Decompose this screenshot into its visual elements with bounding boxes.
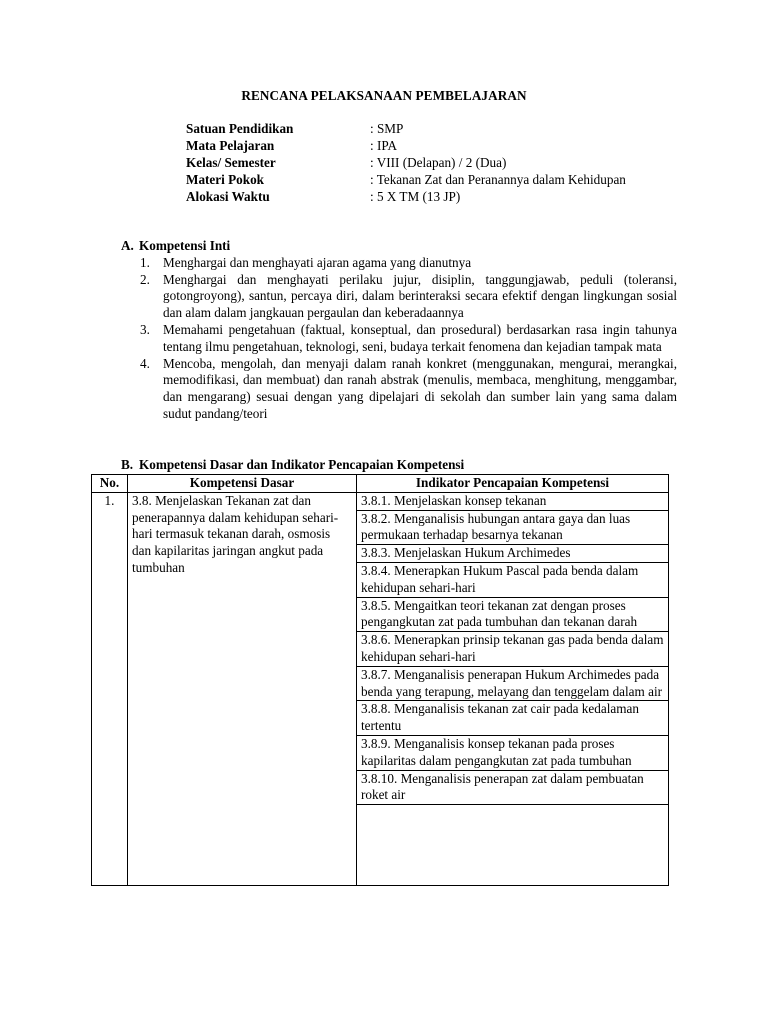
meta-label: Alokasi Waktu (186, 189, 270, 204)
indicator-cell: 3.8.7. Menganalisis penerapan Hukum Archimedes pada benda yang terapung, melayang dan tenggelam dalam air (357, 666, 669, 701)
list-item (121, 322, 677, 356)
meta-value: : VIII (Delapan) / 2 (Dua) (370, 155, 507, 170)
item-number: 1. (140, 254, 150, 270)
section-letter: A. (121, 238, 134, 253)
kd-table (91, 474, 669, 886)
indicator-cell: 3.8.4. Menerapkan Hukum Pascal pada benda dalam kehidupan sehari-hari (357, 562, 669, 597)
section-heading-text: Kompetensi Inti (139, 238, 231, 253)
meta-value: : IPA (370, 138, 397, 153)
indicator-cell-empty (357, 805, 669, 886)
indicator-cell: 3.8.1. Menjelaskan konsep tekanan (357, 492, 669, 510)
item-text: Mencoba, mengolah, dan menyaji dalam ranah konkret (menggunakan, mengurai, merangkai, memodifikasi, dan membuat) dan ranah abstrak (menulis, membaca, menghitung, menggambar, dan mengarang) sesuai dengan yang dipelajari di sekolah dan sumber lain yang sama dalam sudut pandang/teori (163, 355, 677, 421)
document-title: RENCANA PELAKSANAAN PEMBELAJARAN (241, 88, 527, 103)
meta-label: Satuan Pendidikan (186, 121, 294, 136)
section-letter: B. (121, 457, 134, 472)
meta-value: : 5 X TM (13 JP) (370, 189, 461, 204)
meta-value: : SMP (370, 121, 404, 136)
indicator-cell: 3.8.10. Menganalisis penerapan zat dalam pembuatan roket air (357, 770, 669, 805)
item-number: 2. (140, 271, 150, 287)
section-heading (121, 238, 677, 255)
meta-value: : Tekanan Zat dan Peranannya dalam Kehidupan (370, 172, 626, 187)
header-no: No. (92, 475, 128, 493)
indicator-cell: 3.8.3. Menjelaskan Hukum Archimedes (357, 545, 669, 563)
section-heading-text: Kompetensi Dasar dan Indikator Pencapaian Kompetensi (139, 457, 465, 472)
item-text: Memahami pengetahuan (faktual, konseptual, dan prosedural) berdasarkan rasa ingin tahunya tentang ilmu pengetahuan, teknologi, seni, budaya terkait fenomena dan kejadian tampak mata (163, 321, 677, 354)
header-kd: Kompetensi Dasar (128, 475, 357, 493)
ki-list (121, 255, 677, 423)
indicator-cell: 3.8.8. Menganalisis tekanan zat cair pada kedalaman tertentu (357, 701, 669, 736)
list-item (121, 272, 677, 322)
item-number: 3. (140, 321, 150, 337)
kd-cell: 3.8. Menjelaskan Tekanan zat dan penerapannya dalam kehidupan sehari-hari termasuk tekanan darah, osmosis dan kapilaritas jaringan angkut pada tumbuhan (128, 492, 357, 885)
indicator-cell: 3.8.9. Menganalisis konsep tekanan pada proses kapilaritas dalam pengangkutan zat pada tumbuhan (357, 735, 669, 770)
meta-label: Mata Pelajaran (186, 138, 275, 153)
list-item (121, 255, 677, 272)
indicator-cell: 3.8.6. Menerapkan prinsip tekanan gas pada benda dalam kehidupan sehari-hari (357, 632, 669, 667)
item-text: Menghargai dan menghayati ajaran agama yang dianutnya (163, 254, 472, 270)
section-kompetensi-inti (121, 238, 677, 423)
header-ipk: Indikator Pencapaian Kompetensi (357, 475, 669, 493)
row-number: 1. (92, 492, 128, 885)
section-kompetensi-dasar-heading (121, 457, 464, 474)
item-number: 4. (140, 355, 150, 371)
meta-label: Kelas/ Semester (186, 155, 276, 170)
table-header-row (92, 475, 669, 493)
item-text: Menghargai dan menghayati perilaku jujur, disiplin, tanggungjawab, peduli (toleransi, gotongroyong), santun, percaya diri, dalam berinteraksi secara efektif dengan lingkungan sosial dan alam dalam jangkauan pergaulan dan keberadaannya (163, 271, 677, 321)
meta-label: Materi Pokok (186, 172, 265, 187)
list-item (121, 356, 677, 423)
table-row (92, 492, 669, 510)
indicator-cell: 3.8.2. Menganalisis hubungan antara gaya dan luas permukaan terhadap besarnya tekanan (357, 510, 669, 545)
indicator-cell: 3.8.5. Mengaitkan teori tekanan zat dengan proses pengangkutan zat pada tumbuhan dan tekanan darah (357, 597, 669, 632)
